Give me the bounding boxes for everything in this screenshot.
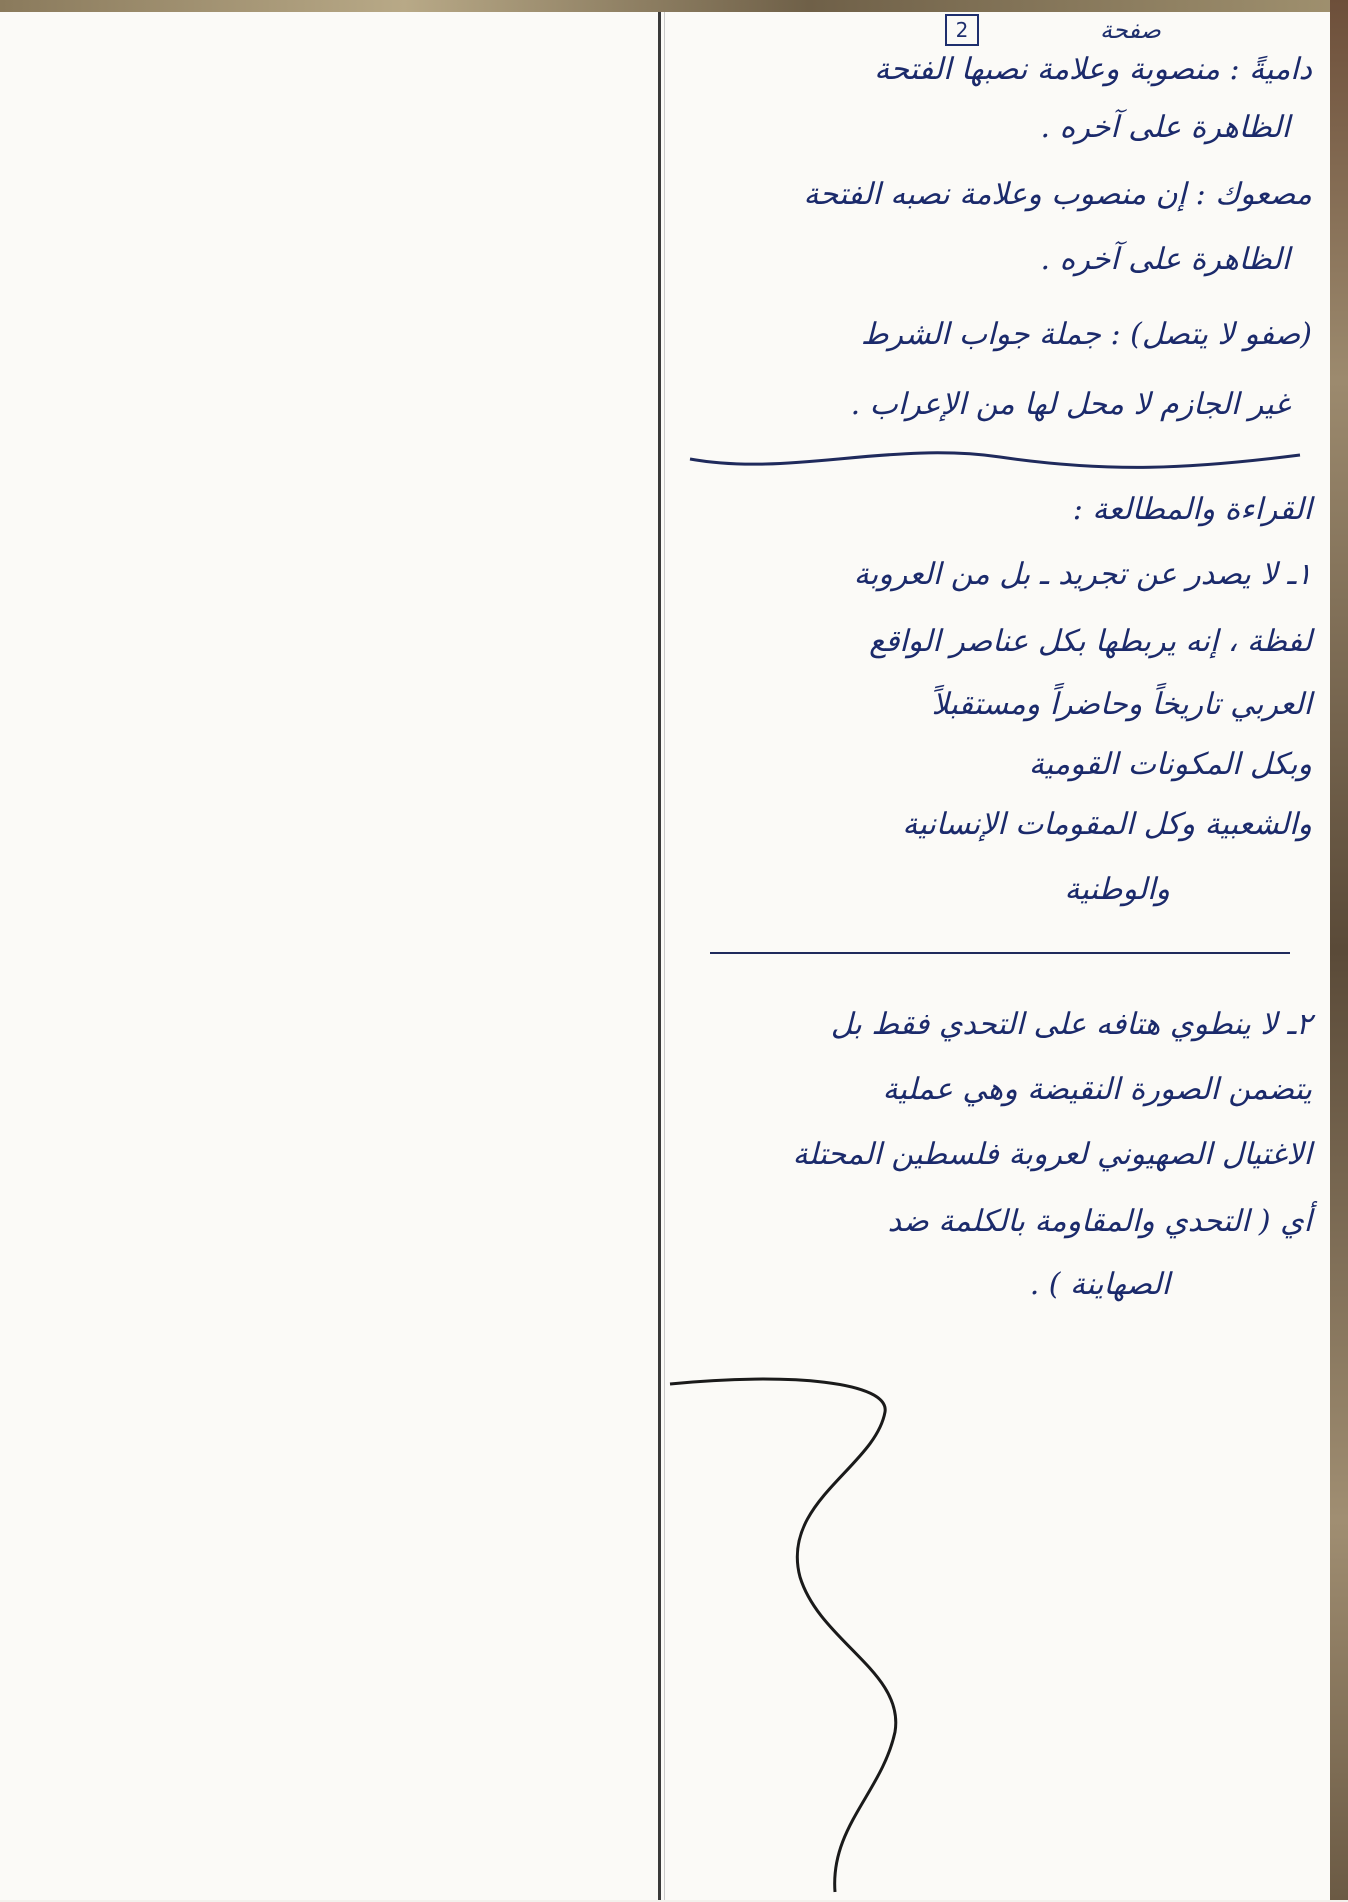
scan-right-edge [1330,0,1348,1900]
handwritten-page [670,12,1330,1900]
answer2-line-5: الصهاينة ) . [1029,1267,1170,1302]
answer2-line-3: الاغتيال الصهيوني لعروبة فلسطين المحتلة [792,1137,1312,1172]
page-header-word: صفحة [1100,16,1161,44]
answer2-line-4: أي ( التحدي والمقاومة بالكلمة ضد [887,1204,1312,1239]
answer1-line-2: لفظة ، إنه يربطها بكل عناصر الواقع [869,624,1312,659]
grammar-line-4: الظاهرة على آخره . [1040,242,1290,277]
grammar-line-3: مصعوك : إن منصوب وعلامة نصبه الفتحة [803,177,1312,212]
answer1-line-1: ١ـ لا يصدر عن تجريد ـ بل من العروبة [853,557,1312,592]
page-fold-line [658,12,661,1900]
answer1-line-5: والشعبية وكل المقومات الإنسانية [902,807,1312,842]
answer1-line-6: والوطنية [1064,872,1170,907]
end-squiggle-mark [670,1372,930,1902]
grammar-line-2: الظاهرة على آخره . [1040,110,1290,145]
answer2-line-1: ٢ـ لا ينطوي هتافه على التحدي فقط بل [830,1007,1312,1042]
reading-heading: القراءة والمطالعة : [1072,492,1312,527]
grammar-line-6: غير الجازم لا محل لها من الإعراب . [850,387,1290,422]
answer1-line-3: العربي تاريخاً وحاضراً ومستقبلاً [931,687,1312,722]
wavy-divider [670,437,1310,477]
answer1-line-4: وبكل المكونات القومية [1028,747,1312,782]
scan-top-edge [0,0,1348,12]
page-number: 2 [945,14,979,46]
answer2-line-2: يتضمن الصورة النقيضة وهي عملية [882,1072,1312,1107]
grammar-line-5: (صفو لا يتصل) : جملة جواب الشرط [860,317,1312,352]
margin-line [664,12,665,1900]
straight-divider [710,952,1290,954]
grammar-line-1: داميةً : منصوبة وعلامة نصبها الفتحة [874,52,1312,87]
